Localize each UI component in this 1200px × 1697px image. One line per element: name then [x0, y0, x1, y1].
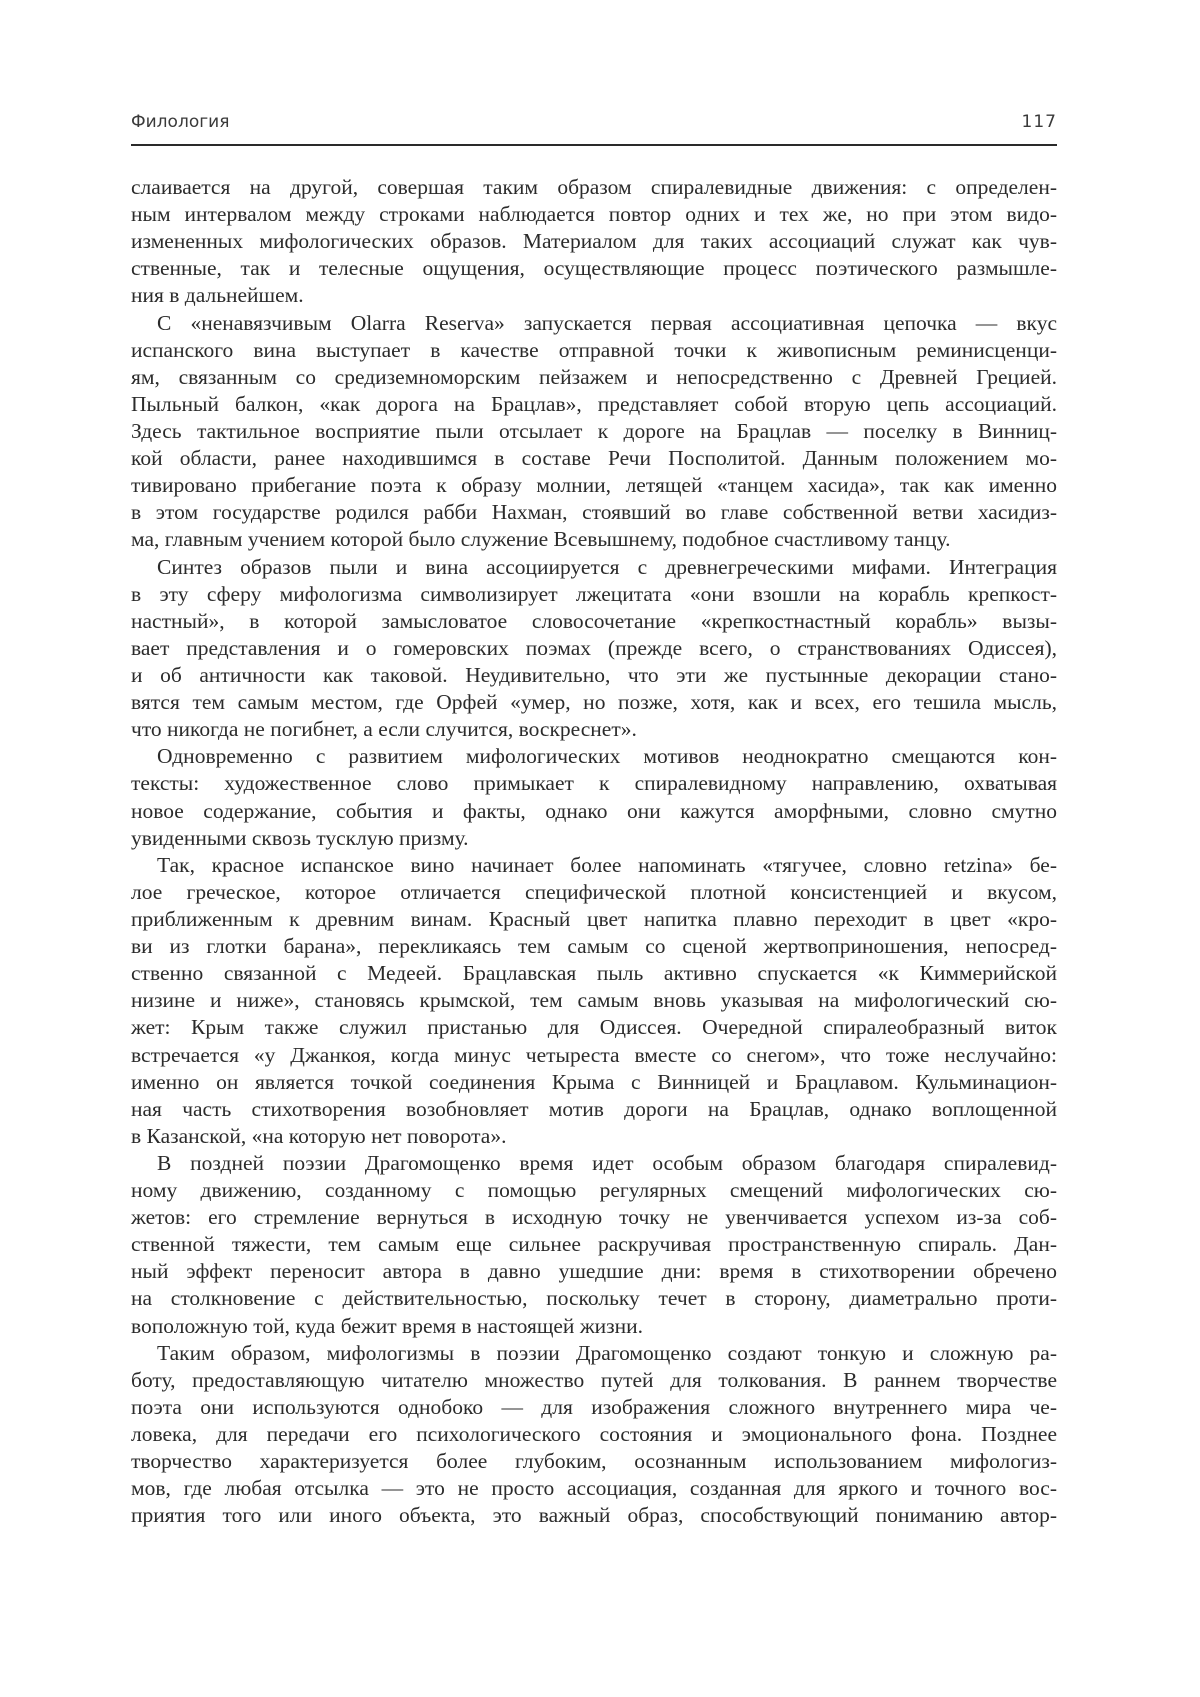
running-header: [131, 110, 1057, 136]
text-line: приближенным к древним винам. Красный цвет напитка плавно переходит в цвет «кро-: [131, 906, 1057, 933]
text-line: боту, предоставляющую читателю множество путей для толкования. В раннем творчестве: [131, 1367, 1057, 1394]
text-line: измененных мифологических образов. Материалом для таких ассоциаций служат как чув-: [131, 228, 1057, 255]
text-line: ственные, так и телесные ощущения, осуществляющие процесс поэтического размышле-: [131, 255, 1057, 282]
text-line: кой области, ранее находившимся в составе Речи Посполитой. Данным положением мо-: [131, 445, 1057, 472]
text-line: в Казанской, «на которую нет поворота».: [131, 1123, 1057, 1150]
text-line: тивировано прибегание поэта к образу молнии, летящей «танцем хасида», так как именно: [131, 472, 1057, 499]
paragraph: [131, 852, 1057, 1150]
text-line: Пыльный балкон, «как дорога на Брацлав», представляет собой вторую цепь ассоциаций.: [131, 391, 1057, 418]
text-line: испанского вина выступает в качестве отправной точки к живописным реминисценци-: [131, 337, 1057, 364]
text-line: на столкновение с действительностью, поскольку течет в сторону, диаметрально проти-: [131, 1285, 1057, 1312]
text-line: мов, где любая отсылка — это не просто ассоциация, созданная для яркого и точного вос-: [131, 1475, 1057, 1502]
text-line: ям, связанным со средиземноморским пейзажем и непосредственно с Древней Грецией.: [131, 364, 1057, 391]
text-line: ви из глотки барана», перекликаясь тем самым со сценой жертвоприношения, непосред-: [131, 933, 1057, 960]
text-line: низине и ниже», становясь крымской, тем самым вновь указывая на мифологический сю-: [131, 987, 1057, 1014]
text-line: воположную той, куда бежит время в настоящей жизни.: [131, 1313, 1057, 1340]
text-line: новое содержание, события и факты, однако они кажутся аморфными, словно смутно: [131, 798, 1057, 825]
text-line: Синтез образов пыли и вина ассоциируется с древнегреческими мифами. Интеграция: [131, 554, 1057, 581]
text-line: жет: Крым также служил пристанью для Одиссея. Очередной спиралеобразный виток: [131, 1014, 1057, 1041]
text-line: ловека, для передачи его психологического состояния и эмоционального фона. Позднее: [131, 1421, 1057, 1448]
text-line: С «ненавязчивым Olarra Reserva» запускается первая ассоциативная цепочка — вкус: [131, 310, 1057, 337]
paragraph: [131, 1150, 1057, 1340]
text-line: приятия того или иного объекта, это важный образ, способствующий пониманию автор-: [131, 1502, 1057, 1529]
text-line: ный эффект переносит автора в давно ушедшие дни: время в стихотворении обречено: [131, 1258, 1057, 1285]
text-line: поэта они используются однобоко — для изображения сложного внутреннего мира че-: [131, 1394, 1057, 1421]
text-line: вятся тем самым местом, где Орфей «умер, но позже, хотя, как и всех, его тешила мысль,: [131, 689, 1057, 716]
text-line: ственной тяжести, тем самым еще сильнее раскручивая пространственную спираль. Дан-: [131, 1231, 1057, 1258]
paragraph: [131, 310, 1057, 554]
paragraph: [131, 743, 1057, 851]
section-title: Филология: [131, 112, 229, 132]
text-line: что никогда не погибнет, а если случится, воскреснет».: [131, 716, 1057, 743]
text-line: в этом государстве родился рабби Нахман, стоявший во главе собственной ветви хасидиз-: [131, 499, 1057, 526]
paragraph: [131, 1340, 1057, 1530]
text-line: встречается «у Джанкоя, когда минус четыреста вместе со снегом», что тоже неслучайно:: [131, 1042, 1057, 1069]
text-line: ным интервалом между строками наблюдается повтор одних и тех же, но при этом видо-: [131, 201, 1057, 228]
text-line: именно он является точкой соединения Крыма с Винницей и Брацлавом. Кульминацион-: [131, 1069, 1057, 1096]
text-line: слаивается на другой, совершая таким образом спиралевидные движения: с определен-: [131, 174, 1057, 201]
text-line: ственно связанной с Медеей. Брацлавская пыль активно спускается «к Киммерийской: [131, 960, 1057, 987]
text-line: Одновременно с развитием мифологических мотивов неоднократно смещаются кон-: [131, 743, 1057, 770]
text-line: вает представления и о гомеровских поэмах (прежде всего, о странствованиях Одиссея),: [131, 635, 1057, 662]
text-line: ному движению, созданному с помощью регулярных смещений мифологических сю-: [131, 1177, 1057, 1204]
text-line: тексты: художественное слово примыкает к спиралевидному направлению, охватывая: [131, 770, 1057, 797]
header-rule: [131, 144, 1057, 146]
text-line: Таким образом, мифологизмы в поэзии Драгомощенко создают тонкую и сложную ра-: [131, 1340, 1057, 1367]
paragraph: [131, 554, 1057, 744]
body-text: [131, 174, 1057, 1529]
text-line: жетов: его стремление вернуться в исходную точку не увенчивается успехом из-за соб-: [131, 1204, 1057, 1231]
text-line: творчество характеризуется более глубоким, осознанным использованием мифологиз-: [131, 1448, 1057, 1475]
text-line: и об античности как таковой. Неудивительно, что эти же пустынные декорации стано-: [131, 662, 1057, 689]
paragraph: [131, 174, 1057, 310]
page-number: 117: [1022, 112, 1057, 132]
text-line: настный», в которой замысловатое словосочетание «крепкостнастный корабль» вызы-: [131, 608, 1057, 635]
text-line: в эту сферу мифологизма символизирует лжецитата «они взошли на корабль крепкост-: [131, 581, 1057, 608]
text-line: Здесь тактильное восприятие пыли отсылает к дороге на Брацлав — поселку в Винниц-: [131, 418, 1057, 445]
text-line: ма, главным учением которой было служение Всевышнему, подобное счастливому танцу.: [131, 526, 1057, 553]
text-line: увиденными сквозь тусклую призму.: [131, 825, 1057, 852]
text-line: лое греческое, которое отличается специфической плотной консистенцией и вкусом,: [131, 879, 1057, 906]
text-line: Так, красное испанское вино начинает более напоминать «тягучее, словно retzina» бе-: [131, 852, 1057, 879]
text-line: ния в дальнейшем.: [131, 282, 1057, 309]
text-line: ная часть стихотворения возобновляет мотив дороги на Брацлав, однако воплощенной: [131, 1096, 1057, 1123]
text-line: В поздней поэзии Драгомощенко время идет особым образом благодаря спиралевид-: [131, 1150, 1057, 1177]
